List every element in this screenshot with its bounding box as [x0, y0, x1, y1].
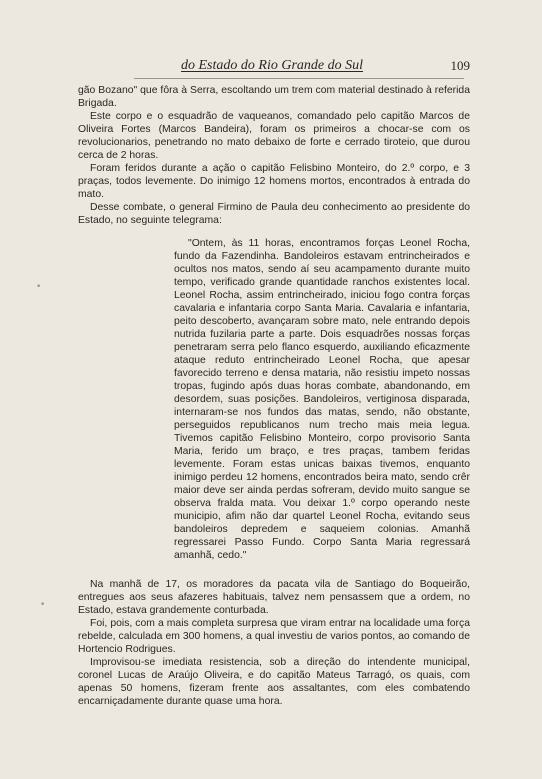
quote-text: "Ontem, às 11 horas, encontramos forças Leonel Rocha, fundo da Fazendinha. Bandoleiros estavam entrincheirados e ocultos nos matos, sendo aí seu acampamento durante muito tempo, verificado grande quantidade ranchos existentes local. Leonel Rocha, assim entrincheirado, iniciou fogo contra forças cavalaria e infantaria corpo Santa Maria. Cavalaria e infantaria, peito descoberto, avançaram sobre mato, nele entrando depois nutrida fuzilaria parte a parte. Dois esquadrões nossas forças penetraram serra pelo flanco esquerdo, auxiliando eficazmente ataque reduto entrincheirado Leonel Rocha, que apesar favorecido terreno e densa mataria, não resistiu impeto nossas tropas, fugindo após duas horas combate, abandonando, em desordem, suas posições. Bandoleiros, vertiginosa disparada, internaram-se nos fundos das matas, sendo, não obstante, perseguidos republicanos num trecho mais meia legua. Tivemos capitão Felisbino Monteiro, corpo provisorio Santa Maria, ferido um braço, e tres praças, tambem feridas levemente. Foram estas unicas baixas tivemos, enquanto inimigo perdeu 12 homens, encontrados beira mato, sendo crêr maior deve ser ainda perdas sofreram, devido muito sangue se observa fralda mata. Vou deixar 1.º corpo operando neste municipio, afim não dar quartel Leonel Rocha, evitando seus bandoleiros depredem e saqueiem colonias. Amanhã regressarei Passo Fundo. Corpo Santa Maria regressará amanhã, cedo."	[174, 238, 470, 561]
telegram-quote	[174, 237, 470, 562]
margin-mark: •	[36, 282, 42, 292]
paragraph: Na manhã de 17, os moradores da pacata vila de Santiago do Boqueirão, entregues aos seus afazeres habituais, talvez nem pensassem que a ordem, no Estado, estava grandemente conturbada.	[78, 579, 470, 616]
paragraph: Foram feridos durante a ação o capitão Felisbino Monteiro, do 2.º corpo, e 3 praças, todos levemente. Do inimigo 12 homens mortos, encontrados à entrada do mato.	[78, 163, 470, 200]
header-rule	[134, 78, 464, 79]
running-header	[0, 58, 542, 76]
margin-mark: •	[40, 600, 46, 610]
paragraph: Improvisou-se imediata resistencia, sob a direção do intendente municipal, coronel Lucas de Araújo Oliveira, e do capitão Mateus Tarragó, os quais, com apenas 50 homens, fizeram frente aos assaltantes, com eles combatendo encarniçadamente durante quase uma hora.	[78, 657, 470, 707]
header-title: do Estado do Rio Grande do Sul	[181, 58, 363, 73]
body-text	[78, 84, 470, 708]
paragraph: Desse combate, o general Firmino de Paula deu conhecimento ao presidente do Estado, no seguinte telegrama:	[78, 202, 470, 226]
paragraph: gão Bozano" que fôra à Serra, escoltando um trem com material destinado à referida Brigada.	[78, 85, 470, 109]
page-number: 109	[450, 58, 470, 73]
paragraph: Foi, pois, com a mais completa surpresa que viram entrar na localidade uma força rebelde, calculada em 300 homens, a qual investiu de varios pontos, ao comando de Hortencio Rodrigues.	[78, 618, 470, 655]
after-quote-text	[78, 578, 470, 708]
paragraph: Este corpo e o esquadrão de vaqueanos, comandado pelo capitão Marcos de Oliveira Fortes (Marcos Bandeira), foram os primeiros a chocar-se com os revolucionarios, penetrando no mato debaixo de forte e cerrado tiroteio, que durou cerca de 2 horas.	[78, 111, 470, 161]
